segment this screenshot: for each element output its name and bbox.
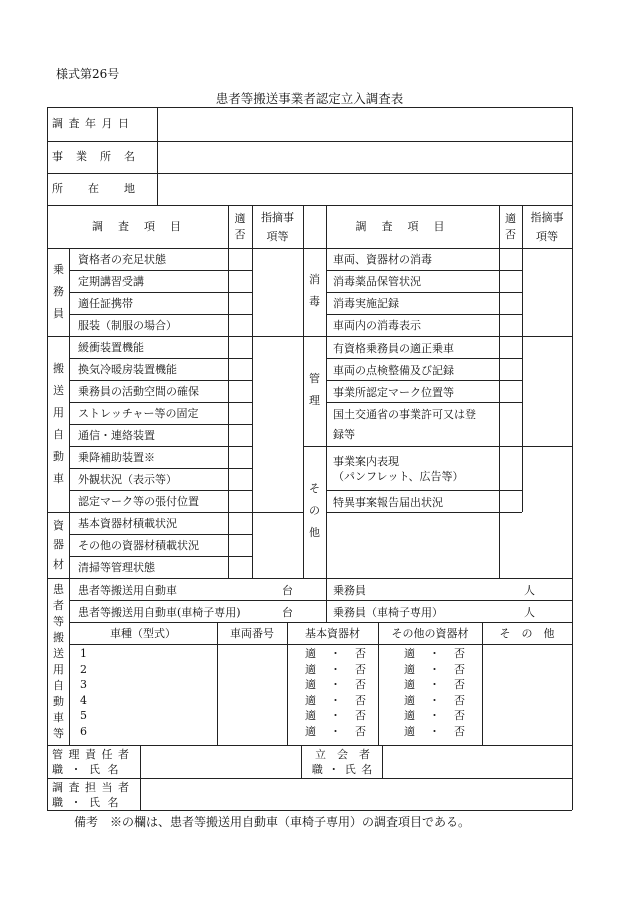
other-equipment-judge: 適 (404, 678, 415, 691)
right-check-item: 消毒実施記録 (333, 297, 399, 310)
vehicle-row-number: 2 (80, 662, 87, 676)
rule-line (69, 468, 252, 469)
vehicle-count-label: 患者等搬送用自動車(車椅子専用) (78, 606, 241, 619)
left-check-item: 基本資器材積載状況 (78, 517, 177, 530)
rule-line (326, 578, 327, 622)
rule-line (303, 248, 304, 578)
vehicle-col-header: 車両番号 (230, 627, 274, 640)
col-header-note-right: 指摘事 (530, 211, 564, 224)
left-group-label: 資器材 (53, 519, 64, 571)
col-header-ng-right: 否 (505, 228, 516, 241)
right-check-item: 有資格乗務員の適正乗車 (333, 342, 454, 355)
basic-equipment-judge: 適 (305, 647, 316, 660)
rule-line (499, 248, 500, 578)
rule-line (326, 402, 522, 403)
left-check-item: 清掃等管理状態 (78, 561, 155, 574)
other-equipment-judge: ・ (429, 647, 440, 660)
rule-line (47, 578, 303, 579)
crew-count-label: 乗務員 (333, 584, 366, 597)
other-equipment-judge: 否 (454, 647, 465, 660)
vehicle-col-header: 基本資器材 (305, 627, 360, 640)
basic-equipment-judge: 否 (355, 662, 366, 676)
basic-equipment-judge: ・ (330, 678, 341, 691)
rule-line (47, 512, 303, 513)
rule-line (287, 622, 288, 745)
col-header-item-right: 調 査 項 目 (355, 220, 447, 233)
left-check-item: ストレッチャー等の固定 (78, 407, 199, 420)
other-equipment-judge: 否 (454, 724, 465, 738)
left-group-label: 乗務員 (53, 263, 64, 320)
left-check-item: 定期講習受講 (78, 275, 144, 288)
crew-count-unit: 人 (524, 606, 535, 619)
rule-line (303, 446, 572, 447)
other-equipment-judge: ・ (429, 724, 440, 738)
rule-line (69, 490, 252, 491)
header-label: 調 査 年 月 日 (52, 117, 130, 130)
rule-line (47, 778, 572, 779)
right-check-item: 国土交通省の事業許可又は登 (333, 408, 476, 421)
crew-count-unit: 人 (524, 584, 535, 597)
other-equipment-judge: 否 (454, 693, 465, 707)
rule-line (69, 380, 252, 381)
basic-equipment-judge: 否 (355, 724, 366, 738)
rule-line (228, 248, 229, 578)
left-check-item: 換気冷暖房装置機能 (78, 363, 177, 376)
remark-text: 備考 ※の欄は、患者等搬送用自動車（車椅子専用）の調査項目である。 (74, 815, 471, 829)
col-header-note2-right: 項等 (536, 230, 558, 243)
manager-label: 管 理 責 任 者 (52, 748, 130, 761)
basic-equipment-judge: ・ (330, 724, 341, 738)
vehicle-count-label: 患者等搬送用自動車 (78, 584, 177, 597)
other-equipment-judge: 適 (404, 647, 415, 660)
rule-line (69, 644, 572, 645)
inspector-label-2: 職 ・ 氏 名 (52, 796, 121, 809)
col-header-ok-left: 適 (234, 212, 246, 225)
right-check-item: 消毒薬品保管状況 (333, 275, 421, 288)
rule-line (326, 248, 327, 578)
left-check-item: 乗降補助装置※ (78, 451, 155, 464)
vehicle-row-number: 3 (80, 678, 87, 691)
basic-equipment-judge: 適 (305, 662, 316, 676)
rule-line (47, 745, 572, 746)
rule-line (382, 745, 383, 778)
rule-line (303, 578, 572, 579)
right-check-item: 車両の点検整備及び記録 (333, 364, 454, 377)
vehicle-col-header: その他の資器材 (391, 627, 469, 640)
vehicle-col-header: そ の 他 (499, 627, 555, 640)
basic-equipment-judge: 否 (355, 693, 366, 707)
right-check-item: 車両、資器材の消毒 (333, 253, 432, 266)
basic-equipment-judge: ・ (330, 693, 341, 707)
rule-line (326, 490, 522, 491)
col-header-note-left: 指摘事 (261, 211, 294, 224)
rule-line (303, 336, 572, 337)
other-equipment-judge: 適 (404, 693, 415, 707)
rule-line (522, 248, 523, 512)
left-check-item: 適任証携帯 (78, 297, 133, 310)
header-label: 所 在 地 (52, 182, 136, 195)
left-check-item: 緩衝装置機能 (78, 341, 144, 354)
rule-line (47, 810, 572, 811)
rule-line (69, 270, 252, 271)
vehicle-count-unit: 台 (282, 606, 293, 619)
rule-line (47, 336, 303, 337)
witness-label: 立 会 者 (315, 748, 370, 761)
witness-label-2: 職 ・ 氏 名 (311, 763, 374, 776)
other-equipment-judge: 否 (454, 709, 465, 722)
manager-label-2: 職 ・ 氏 名 (52, 763, 121, 776)
rule-line (378, 622, 379, 745)
right-check-item: 車両内の消毒表示 (333, 319, 421, 332)
vehicle-row-number: 1 (80, 647, 87, 660)
rule-line (326, 380, 522, 381)
rule-line (69, 402, 252, 403)
rule-line (47, 173, 572, 174)
rule-line (326, 512, 522, 513)
basic-equipment-judge: 否 (355, 647, 366, 660)
basic-equipment-judge: 適 (305, 724, 316, 738)
other-equipment-judge: 適 (404, 709, 415, 722)
rule-line (69, 292, 252, 293)
rule-line (69, 534, 252, 535)
rule-line (47, 141, 572, 142)
other-equipment-judge: 否 (454, 662, 465, 676)
col-header-ng-left: 否 (234, 228, 246, 241)
right-check-item: 事業案内表現 (333, 455, 399, 468)
other-equipment-judge: ・ (429, 678, 440, 691)
right-check-item: （パンフレット、広告等） (333, 470, 464, 483)
rule-line (157, 107, 158, 205)
rule-line (69, 314, 252, 315)
left-check-item: 乗務員の活動空間の確保 (78, 385, 199, 398)
rule-line (47, 107, 572, 108)
col-header-item-left: 調 査 項 目 (92, 220, 183, 233)
col-header-note2-left: 項等 (266, 230, 289, 243)
other-equipment-judge: 否 (454, 678, 465, 691)
crew-count-label: 乗務員（車椅子専用） (333, 606, 443, 619)
vehicle-count-unit: 台 (282, 584, 293, 597)
other-equipment-judge: 適 (404, 662, 415, 676)
rule-line (217, 622, 218, 745)
rule-line (69, 578, 70, 745)
other-equipment-judge: ・ (429, 662, 440, 676)
basic-equipment-judge: 適 (305, 709, 316, 722)
vehicle-row-number: 5 (80, 709, 87, 722)
rule-line (69, 600, 572, 601)
rule-line (47, 248, 572, 249)
right-group-label: その他 (309, 482, 320, 539)
rule-line (326, 358, 522, 359)
other-equipment-judge: 適 (404, 724, 415, 738)
left-check-item: その他の資器材積載状況 (78, 539, 199, 552)
inspector-label: 調 査 担 当 者 (52, 781, 130, 794)
rule-line (69, 556, 252, 557)
rule-line (69, 358, 252, 359)
form-title: 患者等搬送事業者認定立入調査表 (215, 91, 404, 106)
basic-equipment-judge: 否 (355, 678, 366, 691)
rule-line (69, 446, 252, 447)
right-group-label: 消毒 (309, 273, 320, 308)
rule-line (326, 270, 522, 271)
rule-line (252, 248, 253, 578)
left-check-item: 資格者の充足状態 (78, 253, 166, 266)
right-check-item: 録等 (333, 428, 355, 441)
left-group-label: 搬送用自動車 (53, 362, 64, 485)
rule-line (47, 107, 48, 810)
vehicle-row-number: 4 (80, 693, 87, 707)
form-number: 様式第26号 (56, 67, 120, 81)
rule-line (47, 205, 572, 206)
right-check-item: 特異事案報告届出状況 (333, 496, 443, 509)
vehicle-col-header: 車種（型式） (110, 627, 176, 640)
vehicle-row-number: 6 (80, 724, 87, 738)
basic-equipment-judge: 否 (355, 709, 366, 722)
rule-line (301, 745, 302, 778)
left-check-item: 通信・連絡装置 (78, 429, 155, 442)
rule-line (572, 107, 573, 810)
basic-equipment-judge: 適 (305, 693, 316, 707)
left-check-item: 外観状況（表示等） (78, 473, 177, 486)
rule-line (482, 622, 483, 745)
vehicle-section-label: 患者等搬送用自動車等 (53, 583, 64, 740)
col-header-ok-right: 適 (505, 212, 516, 225)
rule-line (69, 424, 252, 425)
left-check-item: 認定マーク等の張付位置 (78, 495, 199, 508)
right-check-item: 事業所認定マーク位置等 (333, 386, 454, 399)
rule-line (326, 292, 522, 293)
right-group-label: 管理 (309, 372, 320, 407)
basic-equipment-judge: ・ (330, 662, 341, 676)
basic-equipment-judge: ・ (330, 647, 341, 660)
rule-line (326, 314, 522, 315)
header-label: 事 業 所 名 (52, 150, 136, 163)
rule-line (69, 622, 572, 623)
other-equipment-judge: ・ (429, 693, 440, 707)
other-equipment-judge: ・ (429, 709, 440, 722)
basic-equipment-judge: ・ (330, 709, 341, 722)
basic-equipment-judge: 適 (305, 678, 316, 691)
left-check-item: 服装（制服の場合） (78, 319, 177, 332)
rule-line (69, 248, 70, 578)
